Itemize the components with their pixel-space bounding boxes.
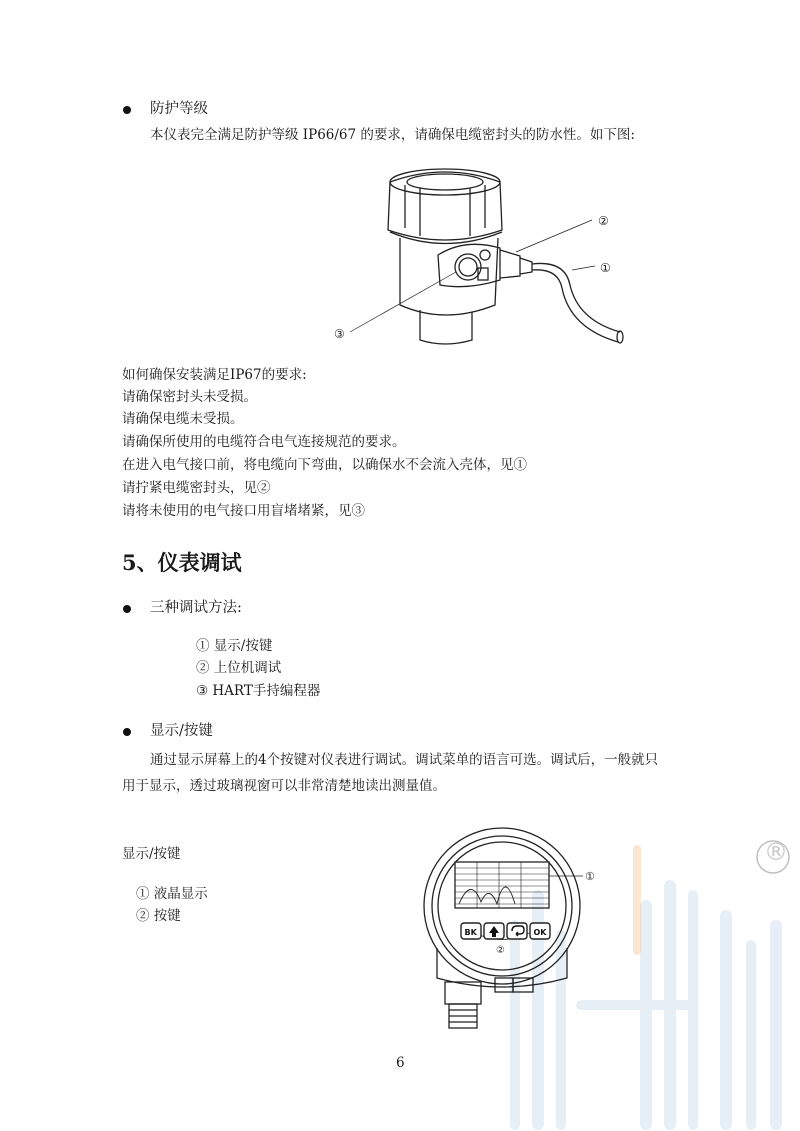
figure-label: 显示/按键 xyxy=(122,846,181,862)
page-number: 6 xyxy=(396,1055,405,1071)
ip67-item: 请拧紧电缆密封头，见② xyxy=(122,480,271,496)
ip67-item: 请确保所使用的电缆符合电气连接规范的要求。 xyxy=(122,434,406,450)
method-item: ② 上位机调试 xyxy=(196,660,282,676)
key-ok-label: OK xyxy=(533,928,547,937)
ip67-item: 在进入电气接口前，将电缆向下弯曲，以确保水不会流入壳体，见① xyxy=(122,457,527,473)
protection-intro: 本仪表完全满足防护等级 IP66/67 的要求，请确保电缆密封头的防水性。如下图: xyxy=(150,127,635,143)
bullet-icon xyxy=(123,605,131,613)
bullet-icon xyxy=(123,728,131,736)
callout-1: ① xyxy=(585,870,595,883)
display-paragraph-line2: 用于显示，透过玻璃视窗可以非常清楚地读出测量值。 xyxy=(122,778,446,794)
key-bk-label: BK xyxy=(464,928,477,937)
callout-1: ① xyxy=(600,261,611,275)
protection-heading: 防护等级 xyxy=(150,101,208,117)
ip67-item: 请确保密封头未受损。 xyxy=(122,389,257,405)
ip67-item: 请将未使用的电气接口用盲堵堵紧，见③ xyxy=(122,503,365,519)
sensor-housing-illustration xyxy=(320,160,630,350)
callout-2: ② xyxy=(496,945,505,956)
method-item: ① 显示/按键 xyxy=(196,638,273,654)
registered-mark: ® xyxy=(764,838,788,866)
display-paragraph-line1: 通过显示屏幕上的4个按键对仪表进行调试。调试菜单的语言可选。调试后，一般就只 xyxy=(150,752,659,768)
section-heading: 5、仪表调试 xyxy=(122,550,242,575)
display-heading: 显示/按键 xyxy=(150,723,213,739)
display-unit-illustration xyxy=(415,818,605,1036)
methods-title: 三种调试方法: xyxy=(150,600,242,616)
legend-item: ② 按键 xyxy=(136,908,181,924)
ip67-title: 如何确保安装满足IP67的要求: xyxy=(122,367,307,383)
method-item: ③ HART手持编程器 xyxy=(196,683,321,699)
callout-3: ③ xyxy=(334,327,345,341)
bullet-icon xyxy=(123,106,131,114)
ip67-item: 请确保电缆未受损。 xyxy=(122,411,244,427)
legend-item: ① 液晶显示 xyxy=(136,886,208,902)
callout-2: ② xyxy=(598,214,609,228)
